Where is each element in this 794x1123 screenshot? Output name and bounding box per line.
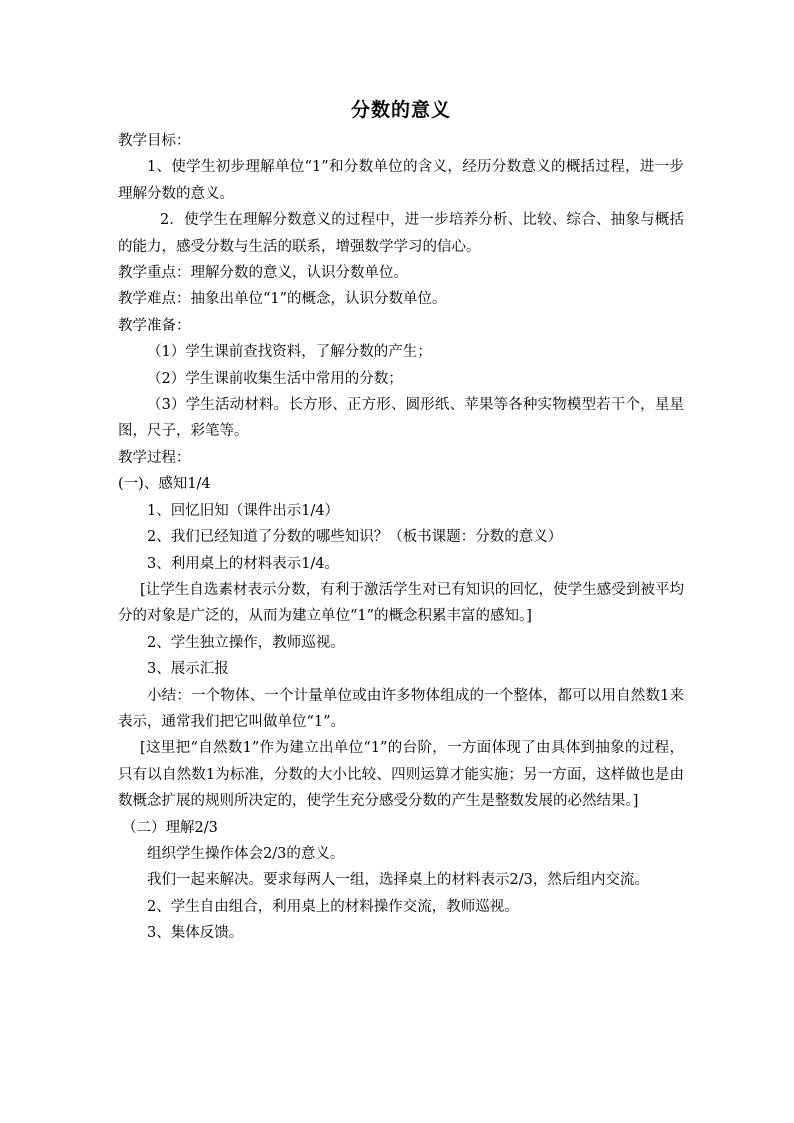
step-question: 2、我们已经知道了分数的哪些知识？（板书课题：分数的意义）: [147, 529, 563, 546]
step-feedback: 3、集体反馈。: [147, 925, 244, 942]
step-organize: 组织学生操作体会2/3的意义。: [147, 845, 345, 862]
note-natural-number: [这里把“自然数1”作为建立出单位“1”的台阶，一方面体现了由具体到抽象的过程，只有以自然数1为标准，分数的大小比较、四则运算才能实施；另一方面，这样做也是由数概念扩展的规则所决定的，使学生充分感受分数的产生是整数发展的必然结果。]: [118, 740, 684, 810]
document-title: 分数的意义: [350, 99, 451, 121]
key-point: 教学重点：理解分数的意义，认识分数单位。: [118, 265, 408, 282]
step-operate: 2、学生独立操作，教师巡视。: [147, 634, 345, 651]
section-heading-process: 教学过程：: [118, 449, 191, 466]
preparation-3: （3）学生活动材料。长方形、正方形、圆形纸、苹果等各种实物模型若干个，星星图，尺子，彩笔等。: [118, 397, 684, 440]
note-materials: [让学生自选素材表示分数，有利于激活学生对已有知识的回忆，使学生感受到被平均分的对象是广泛的，从而为建立单位“1”的概念积累丰富的感知。]: [118, 581, 684, 625]
step-report: 3、展示汇报: [147, 661, 229, 678]
summary: 小结：一个物体、一个计量单位或由许多物体组成的一个整体，都可以用自然数1来表示，通常我们把它叫做单位“1”。: [118, 687, 684, 730]
difficult-point: 教学难点：抽象出单位“1”的概念，认识分数单位。: [118, 291, 447, 308]
objective-1: 1、使学生初步理解单位“1”和分数单位的含义，经历分数意义的概括过程，进一步理解分数的意义。: [118, 159, 684, 202]
subsection-understand: （二）理解2/3: [122, 819, 218, 836]
document-page: [118, 96, 684, 947]
section-heading-preparation: 教学准备：: [118, 317, 191, 334]
objective-2: 2．使学生在理解分数意义的过程中，进一步培养分析、比较、综合、抽象与概括的能力，感受分数与生活的联系，增强数学学习的信心。: [118, 212, 684, 255]
step-review: 1、回忆旧知（课件出示1/4）: [147, 502, 340, 519]
subsection-perceive: (一)、感知1/4: [118, 476, 211, 493]
preparation-1: （1）学生课前查找资料，了解分数的产生；: [147, 344, 432, 361]
step-free-group: 2、学生自由组合，利用桌上的材料操作交流，教师巡视。: [147, 898, 519, 915]
preparation-2: （2）学生课前收集生活中常用的分数；: [147, 370, 403, 387]
section-heading-objectives: 教学目标：: [118, 133, 191, 149]
step-solve-together: 我们一起来解决。要求每两人一组，选择桌上的材料表示2/3，然后组内交流。: [147, 872, 649, 889]
step-represent: 3、利用桌上的材料表示1/4。: [147, 555, 340, 572]
